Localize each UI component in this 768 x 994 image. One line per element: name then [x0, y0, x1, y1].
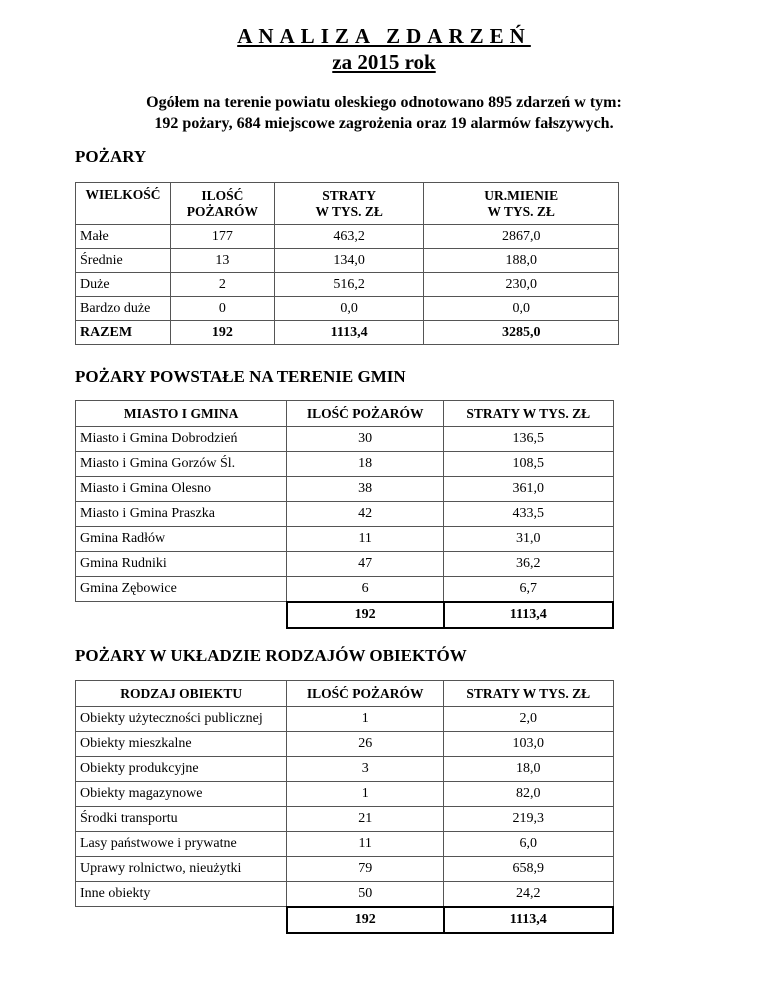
cell-object-type: Obiekty produkcyjne [76, 757, 287, 782]
header-ilosc-pozarow: ILOŚĆ POŻARÓW [287, 401, 444, 427]
total-spacer [76, 907, 287, 933]
header-ur-mienie: UR.MIENIE W TYS. ZŁ [424, 183, 619, 225]
table-row [76, 527, 614, 552]
table-row [76, 477, 614, 502]
cell-size: Bardzo duże [76, 297, 171, 321]
cell-count: 13 [170, 249, 274, 273]
cell-losses: 36,2 [444, 552, 614, 577]
table-row [76, 502, 614, 527]
cell-losses: 0,0 [274, 297, 424, 321]
cell-gmina: Gmina Zębowice [76, 577, 287, 602]
cell-count: 42 [287, 502, 444, 527]
header-miasto-gmina: MIASTO I GMINA [76, 401, 287, 427]
cell-count: 177 [170, 225, 274, 249]
cell-losses: 6,0 [444, 832, 614, 857]
cell-object-type: Uprawy rolnictwo, nieużytki [76, 857, 287, 882]
cell-count: 1 [287, 707, 444, 732]
cell-losses: 433,5 [444, 502, 614, 527]
table-row [76, 832, 614, 857]
table-row [76, 757, 614, 782]
total-count: 192 [170, 321, 274, 345]
cell-gmina: Miasto i Gmina Gorzów Śl. [76, 452, 287, 477]
table-row [76, 273, 619, 297]
cell-count: 1 [287, 782, 444, 807]
cell-object-type: Inne obiekty [76, 882, 287, 907]
document-subtitle: za 2015 rok [332, 50, 436, 74]
cell-count: 26 [287, 732, 444, 757]
cell-losses: 136,5 [444, 427, 614, 452]
table-row [76, 225, 619, 249]
table-row [76, 249, 619, 273]
total-count: 192 [287, 602, 444, 628]
cell-count: 11 [287, 832, 444, 857]
cell-losses: 463,2 [274, 225, 424, 249]
cell-losses: 134,0 [274, 249, 424, 273]
cell-losses: 24,2 [444, 882, 614, 907]
cell-gmina: Miasto i Gmina Olesno [76, 477, 287, 502]
gminy-table [75, 400, 614, 629]
table-row [76, 297, 619, 321]
total-label: RAZEM [76, 321, 171, 345]
cell-losses: 108,5 [444, 452, 614, 477]
total-count: 192 [287, 907, 444, 933]
table-row [76, 577, 614, 602]
header-straty: STRATY W TYS. ZŁ [274, 183, 424, 225]
fires-table [75, 182, 619, 345]
table-row [76, 807, 614, 832]
objects-heading: POŻARY W UKŁADZIE RODZAJÓW OBIEKTÓW [75, 646, 467, 665]
objects-table [75, 680, 614, 934]
cell-object-type: Lasy państwowe i prywatne [76, 832, 287, 857]
total-losses: 1113,4 [444, 602, 614, 628]
cell-saved: 230,0 [424, 273, 619, 297]
table-row [76, 882, 614, 907]
table-row [76, 452, 614, 477]
total-row [76, 907, 614, 933]
cell-gmina: Miasto i Gmina Praszka [76, 502, 287, 527]
total-row [76, 321, 619, 345]
total-saved: 3285,0 [424, 321, 619, 345]
header-straty: STRATY W TYS. ZŁ [444, 681, 614, 707]
cell-count: 21 [287, 807, 444, 832]
document-title: ANALIZA ZDARZEŃ [237, 24, 531, 48]
cell-count: 6 [287, 577, 444, 602]
cell-size: Średnie [76, 249, 171, 273]
cell-count: 3 [287, 757, 444, 782]
cell-count: 47 [287, 552, 444, 577]
cell-object-type: Środki transportu [76, 807, 287, 832]
total-spacer [76, 602, 287, 628]
header-ilosc-pozarow: ILOŚĆ POŻARÓW [287, 681, 444, 707]
cell-size: Duże [76, 273, 171, 297]
intro-line-1: Ogółem na terenie powiatu oleskiego odnotowano 895 zdarzeń w tym: [146, 94, 622, 111]
table-row [76, 732, 614, 757]
table-header-row [76, 681, 614, 707]
intro-line-2: 192 pożary, 684 miejscowe zagrożenia oraz 19 alarmów fałszywych. [154, 115, 614, 132]
cell-losses: 2,0 [444, 707, 614, 732]
cell-count: 50 [287, 882, 444, 907]
cell-count: 30 [287, 427, 444, 452]
cell-object-type: Obiekty magazynowe [76, 782, 287, 807]
intro-text [0, 92, 768, 134]
total-row [76, 602, 614, 628]
cell-saved: 188,0 [424, 249, 619, 273]
header-ilosc-pozarow: ILOŚĆ POŻARÓW [170, 183, 274, 225]
cell-count: 0 [170, 297, 274, 321]
cell-losses: 219,3 [444, 807, 614, 832]
cell-gmina: Gmina Radłów [76, 527, 287, 552]
gminy-heading: POŻARY POWSTAŁE NA TERENIE GMIN [75, 367, 406, 386]
header-rodzaj-obiektu: RODZAJ OBIEKTU [76, 681, 287, 707]
cell-size: Małe [76, 225, 171, 249]
table-row [76, 782, 614, 807]
total-losses: 1113,4 [444, 907, 614, 933]
cell-count: 79 [287, 857, 444, 882]
table-row [76, 857, 614, 882]
cell-count: 18 [287, 452, 444, 477]
table-row [76, 552, 614, 577]
total-losses: 1113,4 [274, 321, 424, 345]
cell-object-type: Obiekty użyteczności publicznej [76, 707, 287, 732]
cell-losses: 31,0 [444, 527, 614, 552]
cell-losses: 103,0 [444, 732, 614, 757]
table-row [76, 427, 614, 452]
cell-count: 11 [287, 527, 444, 552]
cell-gmina: Miasto i Gmina Dobrodzień [76, 427, 287, 452]
table-row [76, 707, 614, 732]
header-wielkosc: WIELKOŚĆ [76, 183, 171, 225]
cell-losses: 82,0 [444, 782, 614, 807]
fires-heading: POŻARY [75, 147, 147, 166]
cell-gmina: Gmina Rudniki [76, 552, 287, 577]
cell-count: 2 [170, 273, 274, 297]
cell-losses: 516,2 [274, 273, 424, 297]
header-straty: STRATY W TYS. ZŁ [444, 401, 614, 427]
cell-saved: 0,0 [424, 297, 619, 321]
table-header-row [76, 183, 619, 225]
cell-count: 38 [287, 477, 444, 502]
cell-losses: 658,9 [444, 857, 614, 882]
cell-losses: 6,7 [444, 577, 614, 602]
table-header-row [76, 401, 614, 427]
cell-losses: 18,0 [444, 757, 614, 782]
cell-losses: 361,0 [444, 477, 614, 502]
cell-saved: 2867,0 [424, 225, 619, 249]
cell-object-type: Obiekty mieszkalne [76, 732, 287, 757]
